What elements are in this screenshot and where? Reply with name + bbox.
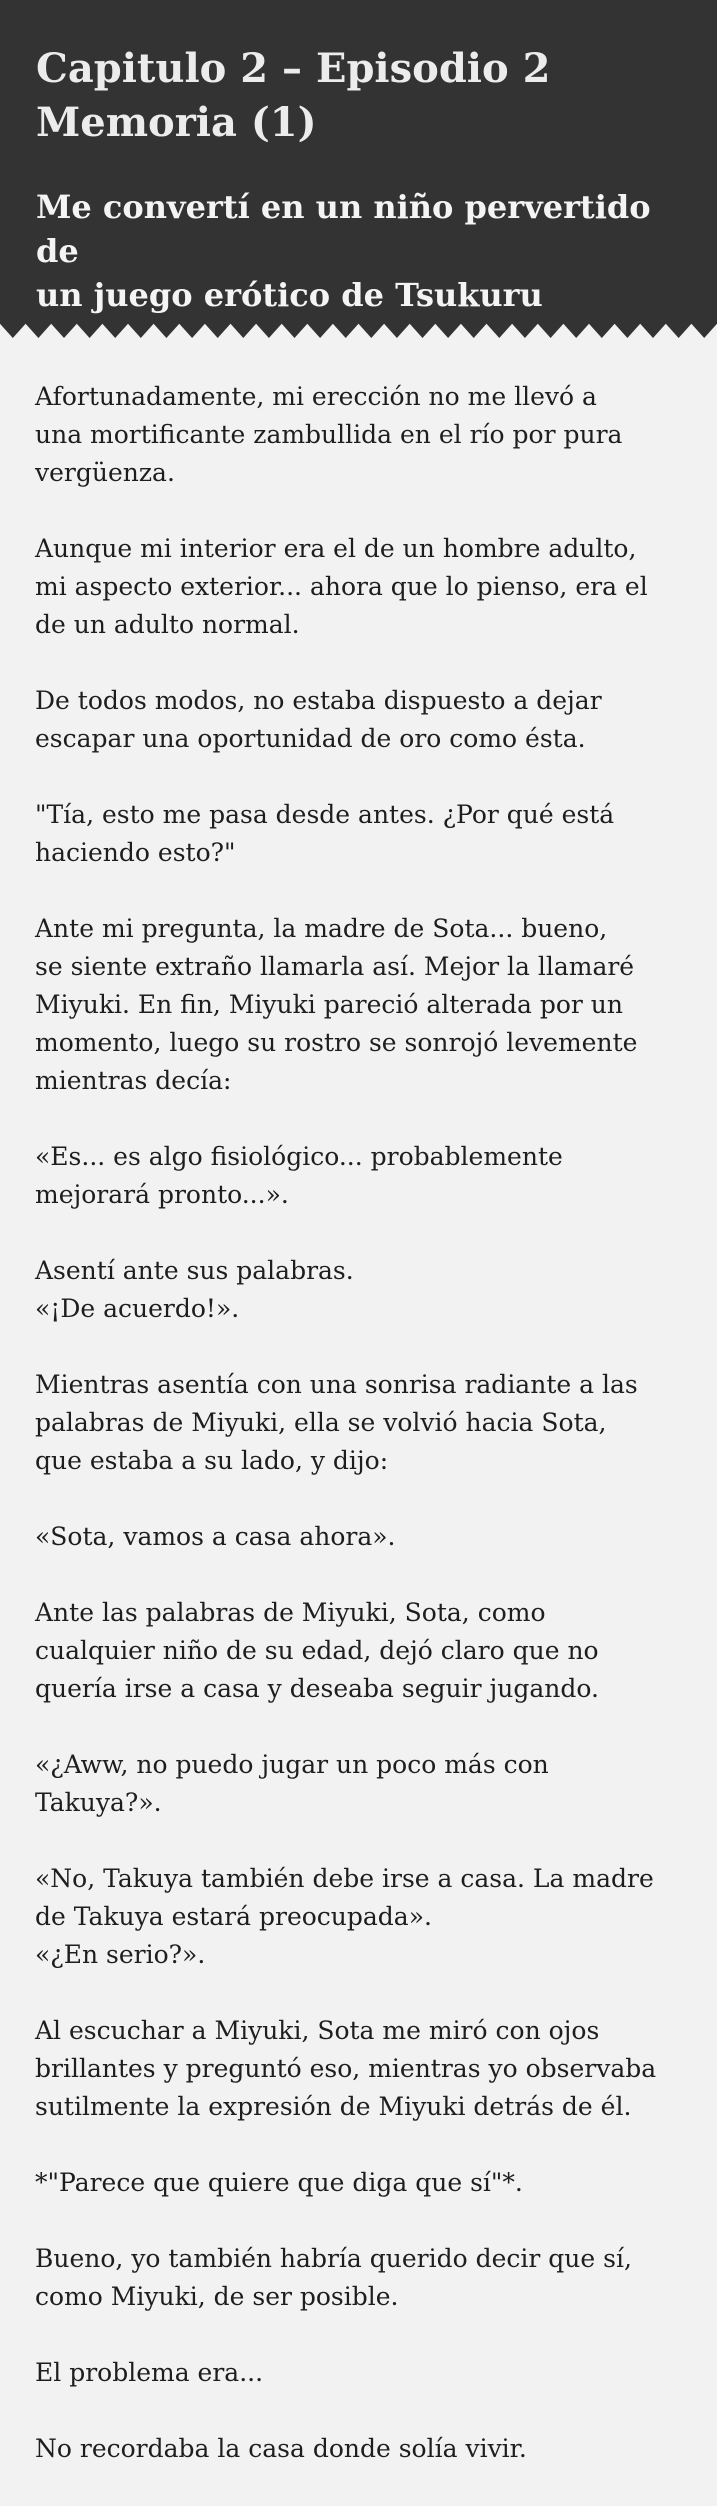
paragraph-line: Takuya?». [35, 1788, 162, 1817]
story-paragraph [35, 682, 695, 758]
story-paragraph [35, 1860, 695, 1974]
chapter-title [36, 42, 686, 150]
story-paragraph [35, 1594, 695, 1708]
story-paragraph [35, 1252, 695, 1328]
paragraph-line: Ante mi pregunta, la madre de Sota... bueno, [35, 914, 608, 943]
paragraph-line: cualquier niño de su edad, dejó claro que no [35, 1636, 599, 1665]
paragraph-line: El problema era... [35, 2358, 264, 2387]
paragraph-line: de un adulto normal. [35, 610, 300, 639]
paragraph-line: vergüenza. [35, 458, 175, 487]
paragraph-line: como Miyuki, de ser posible. [35, 2282, 399, 2311]
paragraph-line: palabras de Miyuki, ella se volvió hacia Sota, [35, 1408, 607, 1437]
story-paragraph [35, 1746, 695, 1822]
paragraph-line: «¡De acuerdo!». [35, 1294, 240, 1323]
story-paragraph [35, 2354, 695, 2392]
novel-title [36, 185, 696, 317]
paragraph-line: mi aspecto exterior... ahora que lo pienso, era el [35, 572, 648, 601]
paragraph-line: momento, luego su rostro se sonrojó levemente [35, 1028, 638, 1057]
story-paragraph [35, 1366, 695, 1480]
story-paragraph [35, 910, 695, 1100]
zigzag-divider [0, 316, 717, 338]
story-paragraph [35, 1138, 695, 1214]
paragraph-line: Ante las palabras de Miyuki, Sota, como [35, 1598, 546, 1627]
paragraph-line: De todos modos, no estaba dispuesto a dejar [35, 686, 602, 715]
story-paragraph [35, 2240, 695, 2316]
paragraph-line: brillantes y preguntó eso, mientras yo observaba [35, 2054, 657, 2083]
paragraph-line: Mientras asentía con una sonrisa radiante a las [35, 1370, 638, 1399]
paragraph-line: sutilmente la expresión de Miyuki detrás de él. [35, 2092, 632, 2121]
paragraph-line: escapar una oportunidad de oro como ésta. [35, 724, 586, 753]
paragraph-line: haciendo esto?" [35, 838, 236, 867]
paragraph-line: "Tía, esto me pasa desde antes. ¿Por qué está [35, 800, 615, 829]
story-paragraph [35, 2430, 695, 2468]
paragraph-line: Aunque mi interior era el de un hombre adulto, [35, 534, 637, 563]
paragraph-line: una mortificante zambullida en el río por pura [35, 420, 623, 449]
paragraph-line: de Takuya estará preocupada». [35, 1902, 432, 1931]
paragraph-line: *"Parece que quiere que diga que sí"*. [35, 2168, 523, 2197]
paragraph-line: «¿En serio?». [35, 1940, 206, 1969]
paragraph-line: «Es... es algo fisiológico... probablemente [35, 1142, 563, 1171]
chapter-title-line-1: Capitulo 2 – Episodio 2 [36, 45, 551, 92]
story-paragraph [35, 530, 695, 644]
story-paragraph [35, 2164, 695, 2202]
paragraph-line: Al escuchar a Miyuki, Sota me miró con ojos [35, 2016, 600, 2045]
paragraph-line: mejorará pronto...». [35, 1180, 289, 1209]
story-paragraph [35, 2012, 695, 2126]
story-paragraph [35, 378, 695, 492]
chapter-title-line-2: Memoria (1) [36, 99, 317, 146]
paragraph-line: «¿Aww, no puedo jugar un poco más con [35, 1750, 549, 1779]
paragraph-line: «Sota, vamos a casa ahora». [35, 1522, 396, 1551]
paragraph-line: Bueno, yo también habría querido decir que sí, [35, 2244, 632, 2273]
novel-title-line-2: un juego erótico de Tsukuru [36, 276, 543, 314]
paragraph-line: «No, Takuya también debe irse a casa. La madre [35, 1864, 654, 1893]
chapter-header [0, 0, 717, 316]
story-paragraph [35, 796, 695, 872]
paragraph-line: quería irse a casa y deseaba seguir jugando. [35, 1674, 599, 1703]
paragraph-line: No recordaba la casa donde solía vivir. [35, 2434, 527, 2463]
novel-title-line-1: Me convertí en un niño pervertido de [36, 188, 651, 270]
story-body [35, 378, 695, 2506]
paragraph-line: Miyuki. En fin, Miyuki pareció alterada por un [35, 990, 623, 1019]
paragraph-line: que estaba a su lado, y dijo: [35, 1446, 389, 1475]
paragraph-line: mientras decía: [35, 1066, 232, 1095]
story-paragraph [35, 1518, 695, 1556]
paragraph-line: Asentí ante sus palabras. [35, 1256, 354, 1285]
paragraph-line: se siente extraño llamarla así. Mejor la llamaré [35, 952, 635, 981]
paragraph-line: Afortunadamente, mi erección no me llevó a [35, 382, 597, 411]
